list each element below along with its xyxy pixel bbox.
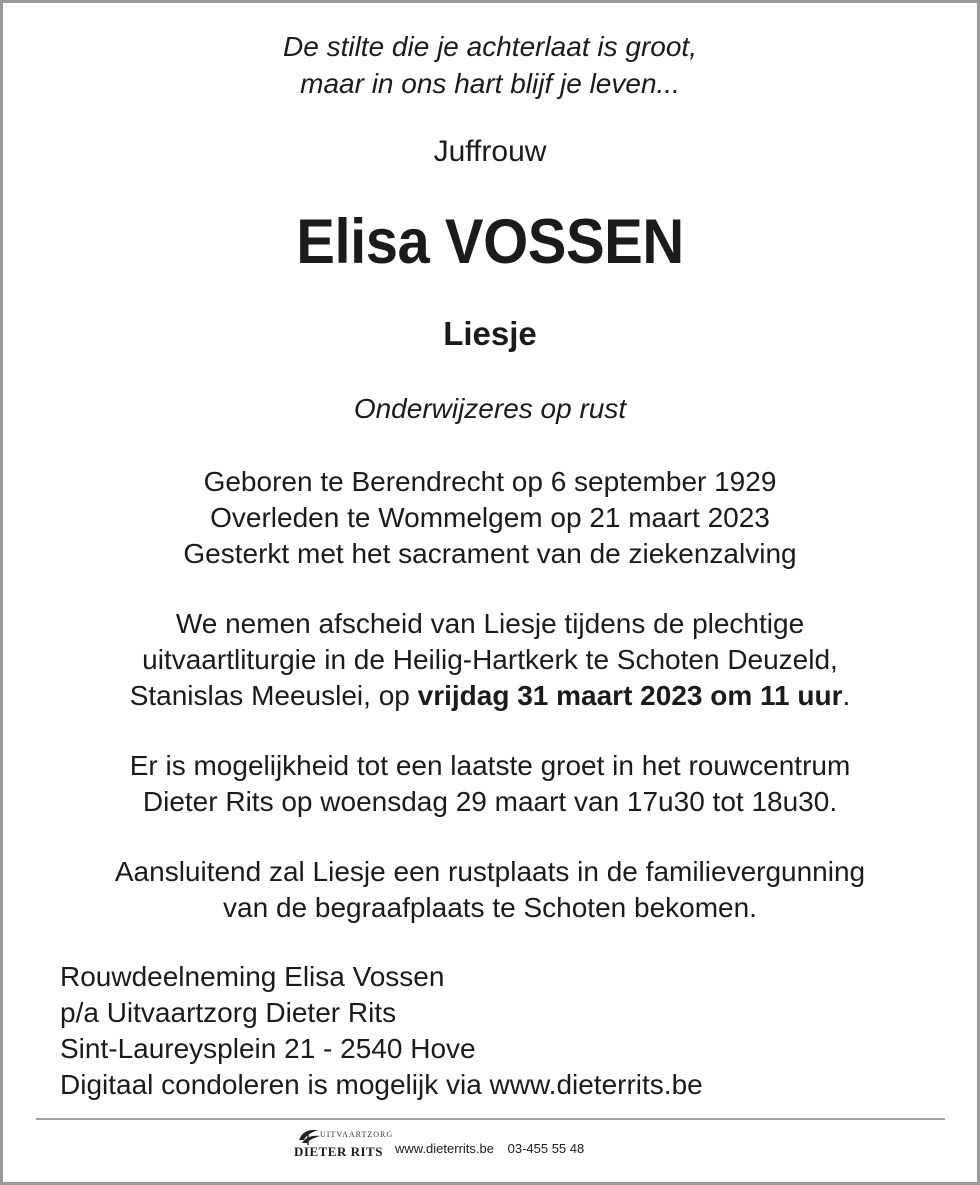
footer-website[interactable]: www.dieterrits.be (395, 1141, 494, 1156)
footer-phone: 03-455 55 48 (507, 1141, 585, 1156)
address-line-3: Sint-Laureysplein 21 - 2540 Hove (60, 1033, 476, 1064)
funeral-line-3 (0, 678, 980, 714)
farewell-line-2: Dieter Rits op woensdag 29 maart van 17u30 tot 18u30. (142, 786, 838, 817)
funeral-datetime: vrijdag 31 maart 2023 om 11 uur (417, 680, 843, 711)
death-line: Overleden te Wommelgem op 21 maart 2023 (210, 502, 770, 533)
occupation: Onderwijzeres op rust (353, 393, 627, 424)
quote-line-2: maar in ons hart blijf je leven... (300, 68, 680, 99)
logo-subtitle: UITVAARTZORG (320, 1130, 394, 1139)
address-line-4: Digitaal condoleren is mogelijk via www.dieterrits.be (60, 1069, 703, 1100)
burial-line-2: van de begraafplaats te Schoten bekomen. (223, 892, 757, 923)
burial-line-1: Aansluitend zal Liesje een rustplaats in de familievergunning (114, 856, 866, 887)
address-line-1: Rouwdeelneming Elisa Vossen (60, 961, 445, 992)
funeral-line-1: We nemen afscheid van Liesje tijdens de plechtige (175, 608, 805, 639)
farewell-line-1: Er is mogelijkheid tot een laatste groet in het rouwcentrum (129, 750, 851, 781)
deceased-name: Elisa VOSSEN (296, 207, 684, 277)
logo-name: DIETER RITS (294, 1144, 383, 1159)
funeral-period: . (842, 680, 851, 711)
funeral-home-logo (292, 1124, 394, 1164)
quote-line-1: De stilte die je achterlaat is groot, (283, 31, 697, 62)
footer-divider (36, 1118, 945, 1120)
footer-contact (395, 1141, 584, 1156)
funeral-line-2: uitvaartliturgie in de Heilig-Hartkerk te Schoten Deuzeld, (142, 644, 838, 675)
birth-line: Geboren te Berendrecht op 6 september 1929 (203, 466, 777, 497)
honorific-title: Juffrouw (433, 135, 547, 168)
funeral-location: Stanislas Meeuslei, op (129, 680, 418, 711)
sacrament-line: Gesterkt met het sacrament van de ziekenzalving (183, 538, 797, 569)
nickname: Liesje (443, 315, 537, 352)
tree-icon (296, 1126, 322, 1146)
address-line-2: p/a Uitvaartzorg Dieter Rits (60, 997, 397, 1028)
